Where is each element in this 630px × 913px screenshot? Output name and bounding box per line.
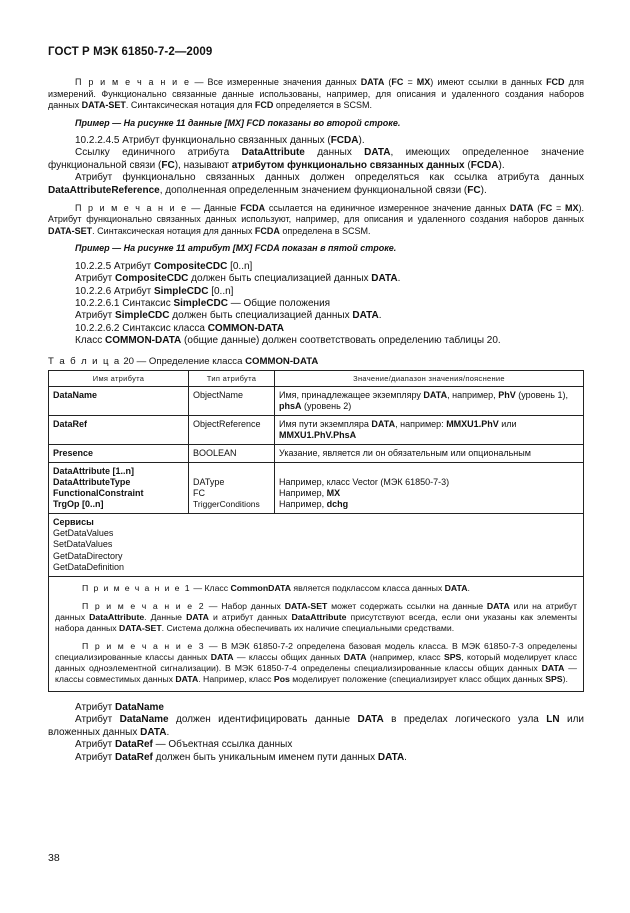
table-note-1: П р и м е ч а н и е 1 — Класс CommonDATA является подклассом класса данных DATA. xyxy=(82,582,470,593)
section-line: Класс COMMON-DATA (общие данные) должен соответствовать определению таблицы 20. xyxy=(75,335,501,347)
cell-descs: Например, класс Vector (МЭК 61850-7-3) Например, MX Например, dchg xyxy=(275,462,584,513)
section-line: Атрибут SimpleCDC должен быть специализацией данных DATA. xyxy=(75,310,382,322)
section-line: 10.2.2.6.2 Синтаксис класса COMMON-DATA xyxy=(75,322,284,334)
header-value-range: Значение/диапазон значения/пояснение xyxy=(275,370,584,386)
table-note-3: П р и м е ч а н и е 3 — В МЭК 61850-7-2 определена базовая модель класса. В МЭК 61850-7-3 определены специализированные классы данных DATA — классы общих данных DATA (например, класс SPS, который моделирует класс данных одноэлементной сигнализации). В МЭК 61850-7-4 определены специализированные классы общих данных DATA — классы совместимых данных DATA. Например, класс Pos моделирует положение (специализирует класс общих данных SPS). xyxy=(55,640,577,684)
after-table-line: Атрибут DataRef должен быть уникальным именем пути данных DATA. xyxy=(75,751,407,763)
cell-desc: Имя, принадлежащее экземпляру DATA, например, PhV (уровень 1), phsA (уровень 2) xyxy=(275,386,584,415)
section-10-2-2-4-5: 10.2.2.4.5 Атрибут функционально связанных данных (FCDA). xyxy=(75,135,365,147)
paragraph-fcda-2: Атрибут функционально связанных данных должен определяться как ссылка атрибута данных DataAttributeReference, дополненная определенным значением функциональной связи (FC). xyxy=(48,172,584,196)
service-item: GetDataValues xyxy=(53,528,114,539)
header-attribute-name: Имя атрибута xyxy=(49,370,189,386)
page-number: 38 xyxy=(48,852,60,864)
table-row-data-attribute xyxy=(49,462,584,513)
service-item: SetDataValues xyxy=(53,539,113,550)
table-row xyxy=(49,444,584,462)
note-text: — Все измеренные значения данных DATA (FC = MX) имеют ссылки в данных FCD для измерений. Функционально связанные данные использованы, например, для описания и удаленного создания наборов данных DATA-SET. Синтаксическая нотация для FCD определяется в SCSM. xyxy=(48,77,584,111)
cell-type: ObjectName xyxy=(189,386,275,415)
table-row xyxy=(49,386,584,415)
cell-desc: Имя пути экземпляра DATA, например: MMXU1.PhV или MMXU1.PhV.PhsA xyxy=(275,415,584,444)
note-text: — Данные FCDA ссылается на единичное измеренное значение данных DATA (FC = MX). Атрибут функционально связанных данных используют, например, для описания и удаленного создания наборов данных DATA-SET. Синтаксическая нотация для данных FCDA определена в SCSM. xyxy=(48,203,584,236)
notes-cell xyxy=(49,576,584,691)
table-row-services xyxy=(49,513,584,576)
cell-type: BOOLEAN xyxy=(189,444,275,462)
service-item: GetDataDirectory xyxy=(53,550,123,561)
document-page xyxy=(48,46,584,764)
after-table-line: Атрибут DataName xyxy=(75,701,164,713)
table-caption-text: 20 — Определение класса COMMON-DATA xyxy=(120,355,319,367)
note-2 xyxy=(48,203,584,237)
table-caption xyxy=(48,356,584,368)
cell-name: Presence xyxy=(49,444,189,462)
table-note-2: П р и м е ч а н и е 2 — Набор данных DATA-SET может содержать ссылки на данные DATA или на атрибут данных DataAttribute. Данные DATA и атрибут данных DataAttribute присутствуют всегда, если они указаны как элементы набора данных DATA-SET. Система должна обеспечивать их наличие специальными средствами. xyxy=(55,600,577,633)
example-1: Пример — На рисунке 11 данные [MX] FCD показаны во второй строке. xyxy=(75,117,401,128)
cell-type: ObjectReference xyxy=(189,415,275,444)
section-line: 10.2.2.6.1 Синтаксис SimpleCDC — Общие положения xyxy=(75,297,331,309)
cell-types: DAType FC TriggerConditions xyxy=(189,462,275,513)
table-body xyxy=(49,386,584,691)
note-1 xyxy=(48,77,584,111)
table-row xyxy=(49,415,584,444)
section-line: 10.2.2.5 Атрибут CompositeCDC [0..n] xyxy=(75,260,253,272)
note-label: П р и м е ч а н и е xyxy=(75,77,191,88)
paragraph-fcda-1: Ссылку единичного атрибута DataAttribute данных DATA, имеющих определенное значение функциональной связи (FC), называют атрибутом функционально связанных данных (FCDA). xyxy=(48,147,584,171)
table-caption-label: Т а б л и ц а xyxy=(48,355,121,367)
section-lines xyxy=(48,261,584,348)
section-line: 10.2.2.6 Атрибут SimpleCDC [0..n] xyxy=(75,285,234,297)
after-table-line: Атрибут DataName должен идентифицировать данные DATA в пределах логического узла LN или вложенных данных DATA. xyxy=(48,714,585,738)
document-header: ГОСТ Р МЭК 61850-7-2—2009 xyxy=(48,46,213,58)
table-row-notes xyxy=(49,576,584,691)
after-table-section xyxy=(48,702,584,764)
cell-name: DataName xyxy=(49,386,189,415)
cell-names: DataAttribute [1..n] DataAttributeType FunctionalConstraint TrgOp [0..n] xyxy=(49,462,189,513)
services-cell: Сервисы GetDataValues SetDataValues GetDataDirectory GetDataDefinition xyxy=(49,513,584,576)
table-header-row xyxy=(49,370,584,386)
service-item: GetDataDefinition xyxy=(53,561,125,572)
cell-desc: Указание, является ли он обязательным или опциональным xyxy=(275,444,584,462)
note-label: П р и м е ч а н и е xyxy=(75,203,188,214)
after-table-line: Атрибут DataRef — Объектная ссылка данных xyxy=(75,739,293,751)
cell-name: DataRef xyxy=(49,415,189,444)
section-line: Атрибут CompositeCDC должен быть специализацией данных DATA. xyxy=(75,273,401,285)
common-data-table xyxy=(48,370,584,692)
header-attribute-type: Тип атрибута xyxy=(189,370,275,386)
example-2: Пример — На рисунке 11 атрибут [MX] FCDA показан в пятой строке. xyxy=(75,243,397,254)
